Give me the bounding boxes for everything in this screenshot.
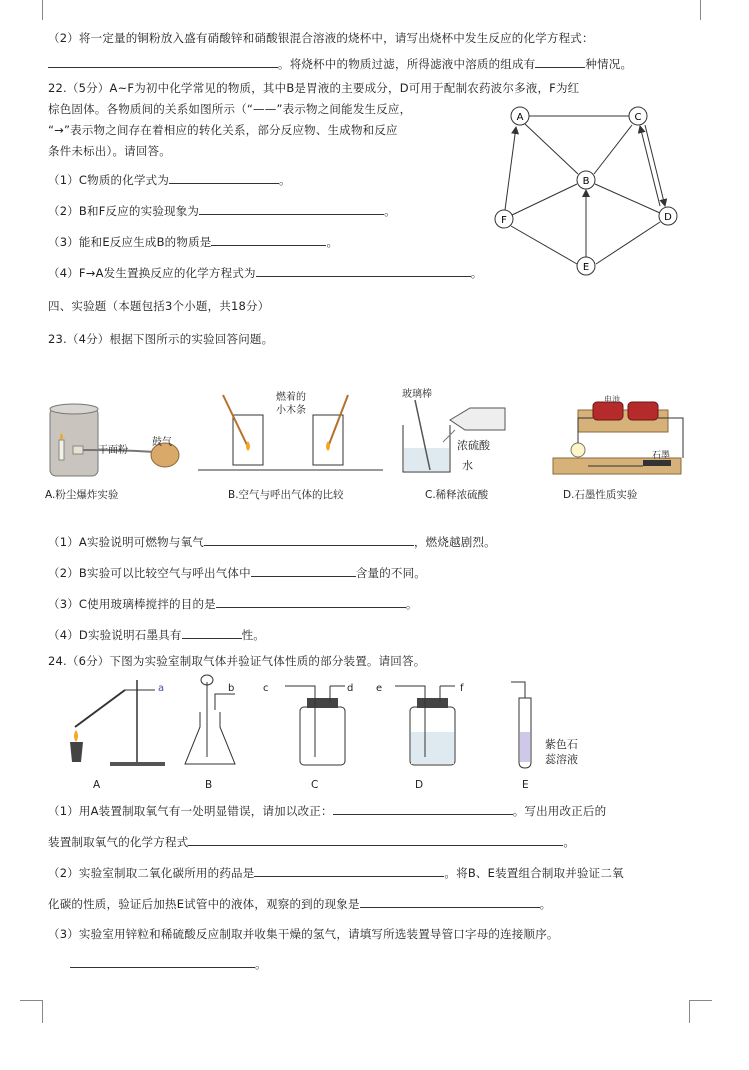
q24-apparatus	[55, 672, 615, 772]
edge-f-b	[512, 184, 577, 215]
q23-figure-c-dilute-acid	[395, 390, 515, 480]
q22-question-1: （1）C物质的化学式为 。	[48, 173, 291, 187]
apparatus-label-d: D	[415, 779, 424, 791]
q23-question-4: （4）D实验说明石墨具有 性。	[48, 628, 265, 642]
port-c: c	[263, 683, 269, 694]
apparatus-a	[70, 680, 165, 766]
svg-text:D: D	[664, 212, 672, 223]
corner-mark-bottom-right	[689, 1000, 712, 1023]
q22-intro-line4: 条件未标出）。请回答。	[48, 144, 171, 158]
port-d: d	[347, 683, 354, 694]
apparatus-d	[395, 686, 455, 765]
node-a	[511, 107, 529, 125]
label-burning-stick-2: 小木条	[276, 405, 306, 416]
label-burning-stick-1: 燃着的	[276, 392, 306, 403]
q23-question-2: （2）B实验可以比较空气与呼出气体中 含量的不同。	[48, 566, 427, 580]
answer-blank[interactable]	[188, 833, 563, 846]
edge-e-d	[596, 222, 660, 264]
q24-question-1-line2: 装置制取氧气的化学方程式 。	[48, 835, 576, 849]
node-e	[577, 257, 595, 275]
edge-c-b	[594, 125, 632, 174]
label-litmus-2: 蕊溶液	[545, 753, 578, 766]
q22-intro-line1: 22.（5分）A~F为初中化学常见的物质，其中B是胃液的主要成分，D可用于配制农药波尔多液，F为红	[48, 81, 580, 95]
node-c	[629, 107, 647, 125]
label-flour: 干面粉	[98, 445, 128, 456]
answer-blank[interactable]	[204, 533, 414, 546]
label-water: 水	[462, 459, 473, 472]
q21-2-line2: 。将烧杯中的物质过滤，所得滤液中溶质的组成有 种情况。	[48, 55, 632, 72]
label-battery: 电池	[604, 395, 620, 404]
q24-question-1-line1: （1）用A装置制取氧气有一处明显错误，请加以改正： 。写出用改正后的	[48, 804, 607, 818]
corner-mark-bottom-left	[20, 1000, 43, 1023]
q22-question-3: （3）能和E反应生成B的物质是 。	[48, 235, 339, 249]
q23-figure-a-dust-explosion	[45, 400, 195, 480]
edge-d-to-c	[640, 126, 660, 206]
edge-f-to-a	[505, 127, 516, 210]
q24-question-2-line1: （2）实验室制取二氧化碳所用的药品是 。将B、E装置组合制取并验证二氧	[48, 866, 624, 880]
section-4-title: 四、实验题（本题包括3个小题，共18分）	[48, 299, 270, 313]
answer-blank[interactable]	[182, 626, 242, 639]
answer-blank[interactable]	[169, 171, 279, 184]
edge-c-to-d	[645, 125, 665, 206]
q22-question-2: （2）B和F反应的实验现象为 。	[48, 204, 396, 218]
apparatus-c	[285, 686, 345, 765]
caption-a: A.粉尘爆炸实验	[45, 489, 119, 501]
svg-text:C: C	[634, 112, 642, 123]
q23-question-3: （3）C使用玻璃棒搅拌的目的是 。	[48, 597, 418, 611]
svg-text:E: E	[582, 262, 590, 273]
edge-b-d	[595, 184, 660, 213]
apparatus-label-b: B	[205, 779, 213, 791]
node-f	[495, 210, 513, 228]
answer-blank[interactable]	[216, 595, 406, 608]
label-graphite: 石墨	[652, 451, 671, 461]
corner-mark-top-left	[20, 0, 43, 20]
svg-text:B: B	[582, 176, 590, 187]
answer-blank[interactable]	[70, 955, 255, 968]
corner-mark-top-right	[700, 0, 723, 20]
apparatus-label-e: E	[522, 779, 529, 791]
q23-question-1: （1）A实验说明可燃物与氧气 ，燃烧越剧烈。	[48, 535, 496, 549]
q24-question-3-line1: （3）实验室用锌粒和稀硫酸反应制取并收集干燥的氢气，请填写所选装置导管口字母的连接顺序。	[48, 927, 559, 941]
apparatus-label-a: A	[93, 779, 101, 791]
label-litmus-1: 紫色石	[545, 738, 578, 751]
apparatus-e	[511, 682, 531, 768]
svg-text:F: F	[501, 215, 507, 226]
port-e: e	[376, 683, 383, 694]
node-d	[659, 207, 677, 225]
answer-blank[interactable]	[254, 864, 444, 877]
port-f: f	[460, 683, 464, 694]
caption-b: B.空气与呼出气体的比较	[228, 489, 344, 501]
answer-blank[interactable]	[48, 55, 278, 68]
answer-blank[interactable]	[199, 202, 384, 215]
answer-blank[interactable]	[256, 264, 471, 277]
answer-blank[interactable]	[360, 895, 540, 908]
node-b	[577, 171, 595, 189]
label-conc-sulfuric-acid: 浓硫酸	[457, 439, 490, 452]
q23-intro: 23.（4分）根据下图所示的实验回答问题。	[48, 332, 274, 346]
answer-blank[interactable]	[333, 802, 513, 815]
answer-blank[interactable]	[251, 564, 356, 577]
port-a: a	[158, 683, 165, 694]
answer-blank[interactable]	[211, 233, 326, 246]
q22-intro-line3: “→”表示物之间存在着相应的转化关系，部分反应物、生成物和反应	[48, 123, 398, 137]
q24-question-3-line2: 。	[70, 955, 267, 972]
q22-intro-line2: 棕色固体。各物质间的关系如图所示（“——”表示物之间能发生反应，	[48, 102, 412, 116]
q22-question-4: （4）F→A发生置换反应的化学方程式为 。	[48, 266, 483, 280]
label-blow: 鼓气	[152, 437, 172, 448]
q21-2-line1: （2）将一定量的铜粉放入盛有硝酸锌和硝酸银混合溶液的烧杯中，请写出烧杯中发生反应的化学方程式：	[48, 31, 594, 45]
label-glass-rod: 玻璃棒	[402, 389, 432, 400]
q24-intro: 24.（6分）下图为实验室制取气体并验证气体性质的部分装置。请回答。	[48, 654, 426, 668]
edge-e-f	[511, 226, 577, 264]
port-b: b	[228, 683, 235, 694]
edge-a-b	[525, 124, 578, 174]
q22-relationship-diagram	[490, 100, 690, 280]
caption-c: C.稀释浓硫酸	[425, 489, 489, 501]
apparatus-label-c: C	[311, 779, 319, 791]
svg-text:A: A	[516, 112, 524, 123]
q24-question-2-line2: 化碳的性质，验证后加热E试管中的液体，观察的到的现象是 。	[48, 897, 552, 911]
answer-blank[interactable]	[535, 55, 585, 68]
caption-d: D.石墨性质实验	[563, 489, 638, 501]
